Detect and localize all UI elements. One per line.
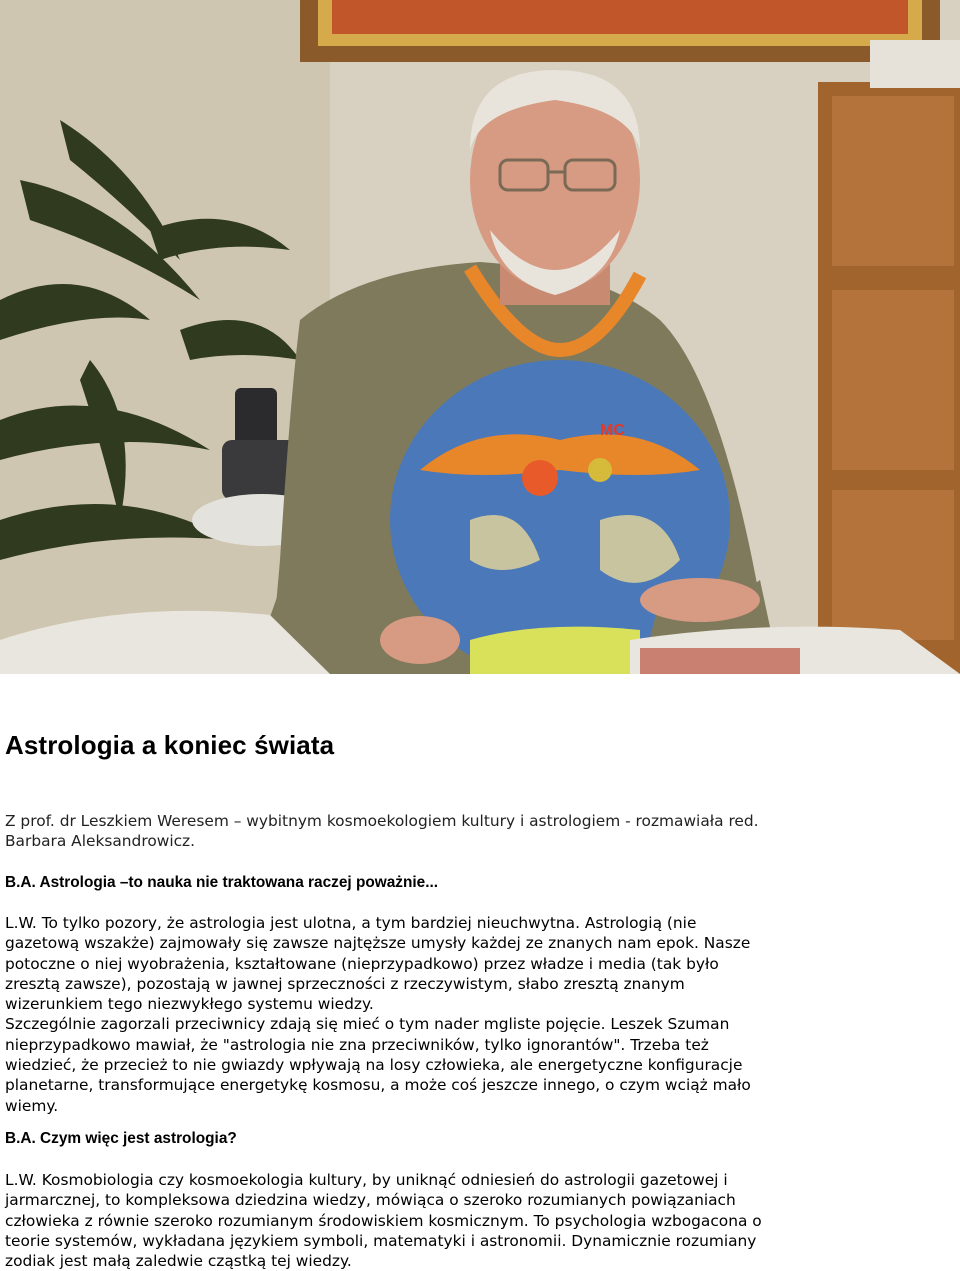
answer-line: L.W. To tylko pozory, że astrologia jest ulotna, a tym bardziej nieuchwytna. Astrologią (nie [5,914,697,932]
answer-line: gazetową wszakże) zajmowały się zawsze najtęższe umysły każdej ze znanych nam epok. Nasze [5,934,751,953]
shirt-text: MC [600,422,625,439]
answer-2 [5,1170,955,1271]
answer-line: wiemy. [5,1096,59,1115]
question-2: B.A. Czym więc jest astrologia? [5,1130,237,1147]
answer-line: człowieka z równie szeroko rozumianym środowiskiem kosmicznym. To psychologia wzbogacona o [5,1211,762,1230]
answer-line: zodiak jest małą zaledwie cząstką tej wiedzy. [5,1252,352,1271]
answer-line: wiedzieć, że przecież to nie gwiazdy wpływają na losy człowieka, ale energetyczne konfiguracje [5,1056,743,1075]
question-1: B.A. Astrologia –to nauka nie traktowana raczej poważnie... [5,874,439,891]
answer-line: jarmarcznej, to kompleksowa dziedzina wiedzy, mówiąca o szeroko rozumianych powiązaniach [5,1191,736,1210]
answer-line: planetarne, transformujące energetykę kosmosu, a może coś jeszcze innego, o czym wciąż mało [5,1076,751,1095]
answer-1 [5,913,955,1116]
answer-line: Szczególnie zagorzali przeciwnicy zdają się mieć o tym nader mgliste pojęcie. Leszek Szuman [5,1015,730,1034]
answer-line: zresztą zawsze), pozostają w jawnej sprzeczności z rzeczywistym, słabo zresztą znanym [5,974,685,993]
answer-line: wizerunkiem tego niezwykłego systemu wiedzy. [5,995,374,1014]
article-byline [5,811,955,852]
answer-line: nieprzypadkowo mawiał, że "astrologia nie zna przeciwników, tylko ignorantów". Trzeba też [5,1035,709,1054]
answer-line: L.W. Kosmobiologia czy kosmoekologia kultury, by uniknąć odniesień do astrologii gazetowej i [5,1171,728,1189]
answer-line: potoczne o niej wyobrażenia, kształtowane (nieprzypadkowo) przez władze i media (tak było [5,954,719,973]
byline-line: Barbara Aleksandrowicz. [5,832,196,851]
byline-line: Z prof. dr Leszkiem Weresem – wybitnym kosmoekologiem kultury i astrologiem - rozmawiała red. [5,812,759,830]
article-title: Astrologia a koniec świata [5,730,335,760]
answer-line: teorie systemów, wykładana językiem symboli, matematyki i astronomii. Dynamicznie rozumiany [5,1231,757,1250]
